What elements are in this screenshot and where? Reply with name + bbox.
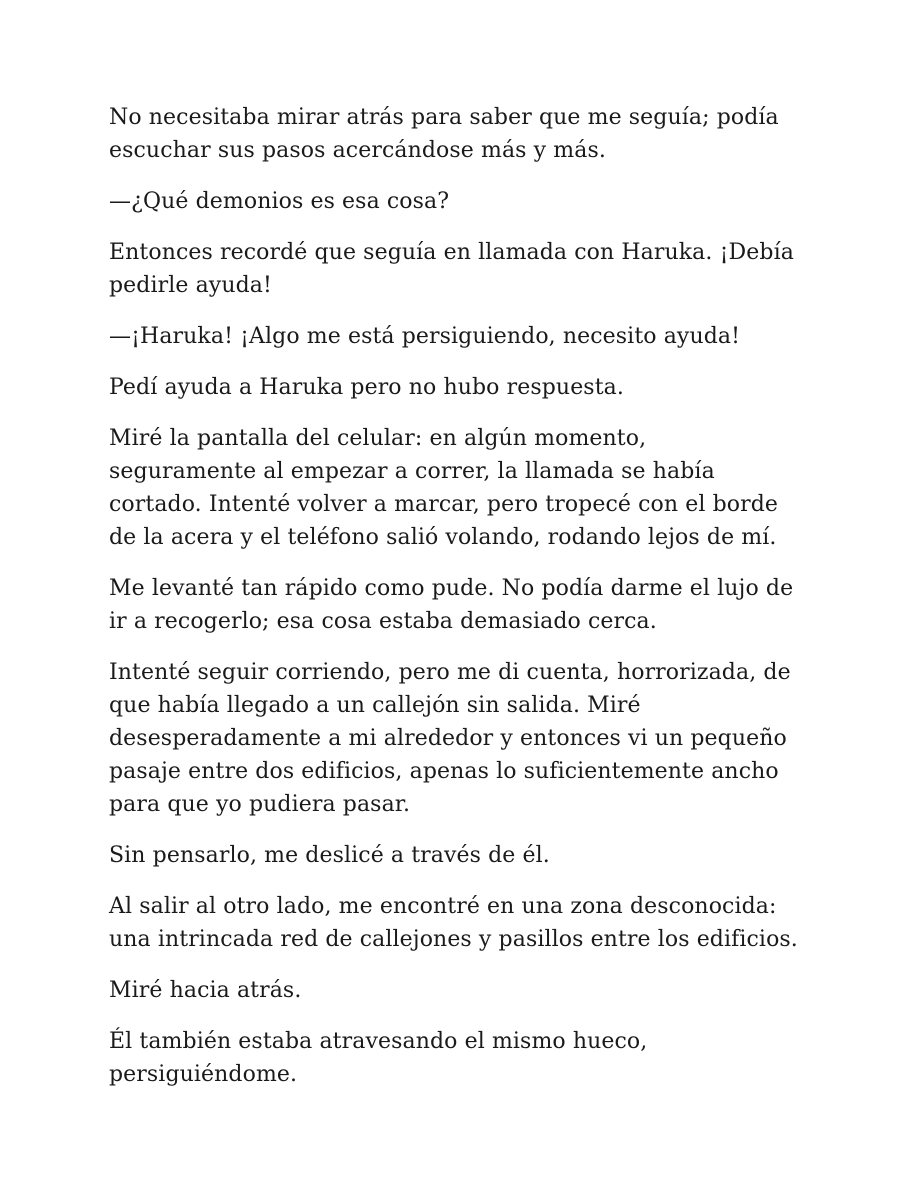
paragraph: Miré la pantalla del celular: en algún momento, seguramente al empezar a correr, la llamada se había cortado. Intenté volver a marcar, pero tropecé con el borde de la acera y el teléfono salió volando, rodando lejos de mí. [109,426,779,550]
paragraph: Miré hacia atrás. [109,978,302,1003]
paragraph: Él también estaba atravesando el mismo hueco, persiguiéndome. [109,1029,648,1087]
paragraph: Sin pensarlo, me deslicé a través de él. [109,843,550,868]
paragraph: —¡Haruka! ¡Algo me está persiguiendo, necesito ayuda! [109,324,741,349]
paragraph: —¿Qué demonios es esa cosa? [109,189,450,214]
paragraph: Al salir al otro lado, me encontré en una zona desconocida: una intrincada red de callejones y pasillos entre los edificios. [109,894,798,952]
paragraph: Intenté seguir corriendo, pero me di cuenta, horrorizada, de que había llegado a un callejón sin salida. Miré desesperadamente a mi alrededor y entonces vi un pequeño pasaje entre dos edificios, apenas lo suficientemente ancho para que yo pudiera pasar. [109,660,791,817]
paragraph: Me levanté tan rápido como pude. No podía darme el lujo de ir a recogerlo; esa cosa estaba demasiado cerca. [109,576,794,634]
body-text [109,101,799,1109]
paragraph: Entonces recordé que seguía en llamada con Haruka. ¡Debía pedirle ayuda! [109,240,794,298]
paragraph: No necesitaba mirar atrás para saber que me seguía; podía escuchar sus pasos acercándose más y más. [109,105,779,163]
paragraph: Pedí ayuda a Haruka pero no hubo respuesta. [109,375,624,400]
